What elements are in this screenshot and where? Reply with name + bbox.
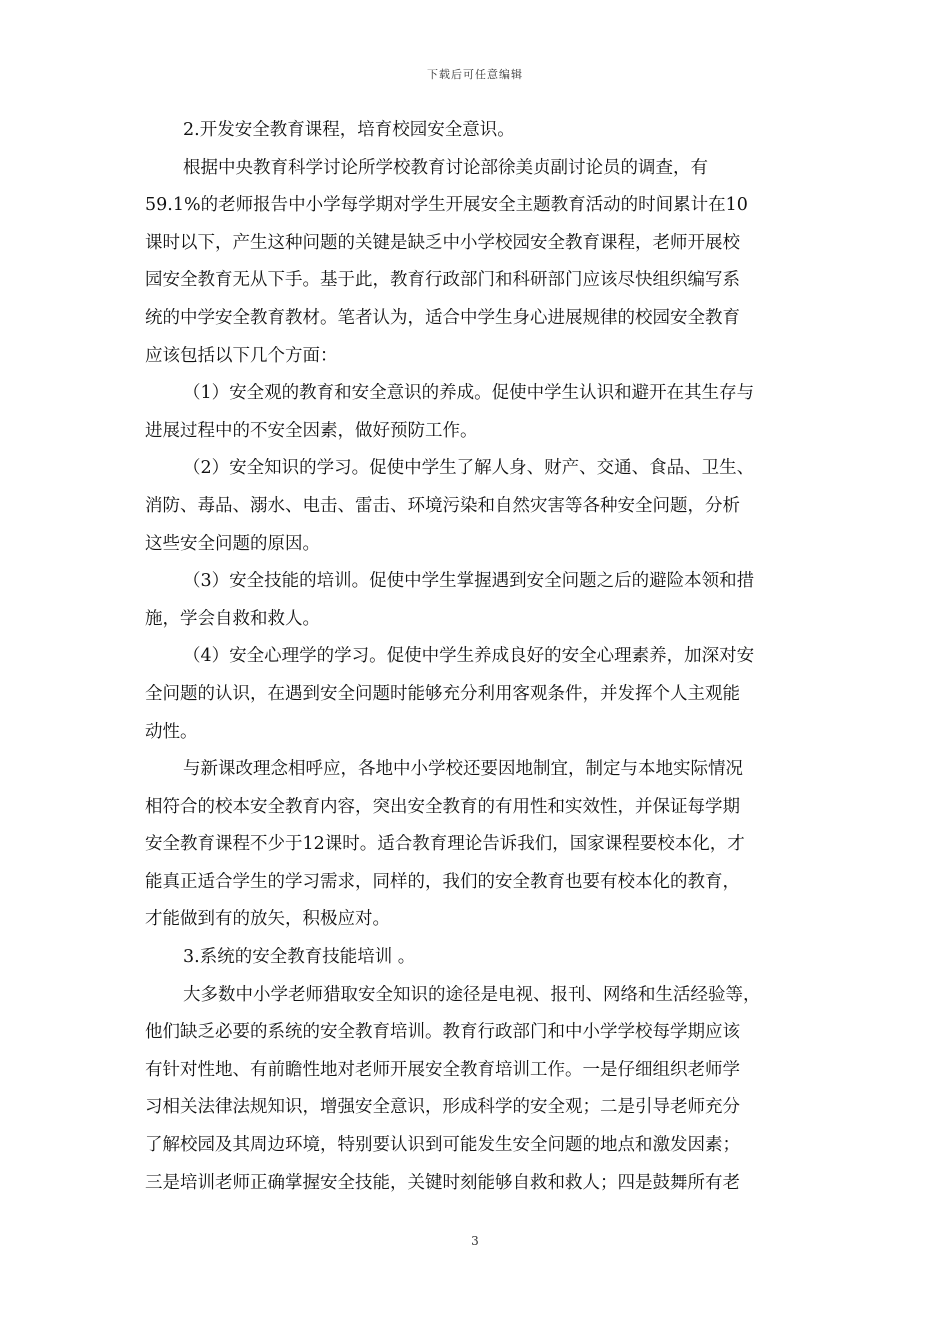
text-line: 了解校园及其周边环境，特别要认识到可能发生安全问题的地点和激发因素； — [145, 1135, 740, 1156]
text-line: 动性。 — [145, 721, 198, 742]
text-line: 施，学会自救和救人。 — [145, 608, 320, 629]
text-line: 有针对性地、有前瞻性地对老师开展安全教育培训工作。一是仔细组织老师学 — [145, 1059, 740, 1080]
text-line: 这些安全问题的原因。 — [145, 533, 320, 554]
text-line: 消防、毒品、溺水、电击、雷击、环境污染和自然灾害等各种安全问题，分析 — [145, 495, 740, 516]
list-item-3: （3）安全技能的培训。促使中学生掌握遇到安全问题之后的避险本领和措 — [183, 571, 755, 592]
section-heading-3: 3.系统的安全教育技能培训 。 — [183, 947, 416, 968]
text-line: 大多数中小学老师猎取安全知识的途径是电视、报刊、网络和生活经验等， — [183, 984, 761, 1005]
text-line: 相符合的校本安全教育内容，突出安全教育的有用性和实效性，并保证每学期 — [145, 796, 740, 817]
list-item-1: （1）安全观的教育和安全意识的养成。促使中学生认识和避开在其生存与 — [183, 383, 755, 404]
page-number: 3 — [471, 1234, 479, 1248]
text-line: 统的中学安全教育教材。笔者认为，适合中学生身心进展规律的校园安全教育 — [145, 307, 740, 328]
text-line: 根据中央教育科学讨论所学校教育讨论部徐美贞副讨论员的调查，有 — [183, 157, 708, 178]
text-line: 安全教育课程不少于12课时。适合教育理论告诉我们，国家课程要校本化，才 — [145, 834, 745, 855]
text-line: 他们缺乏必要的系统的安全教育培训。教育行政部门和中小学学校每学期应该 — [145, 1022, 740, 1043]
text-line: 园安全教育无从下手。基于此，教育行政部门和科研部门应该尽快组织编写系 — [145, 270, 740, 291]
page-header: 下载后可任意编辑 — [427, 68, 523, 81]
text-line: 应该包括以下几个方面： — [145, 345, 338, 366]
text-line: 才能做到有的放矢，积极应对。 — [145, 909, 390, 930]
text-line: 进展过程中的不安全因素，做好预防工作。 — [145, 420, 478, 441]
text-line: 能真正适合学生的学习需求，同样的，我们的安全教育也要有校本化的教育， — [145, 871, 740, 892]
list-item-4: （4）安全心理学的学习。促使中学生养成良好的安全心理素养，加深对安 — [183, 646, 755, 667]
text-line: 习相关法律法规知识，增强安全意识，形成科学的安全观；二是引导老师充分 — [145, 1097, 740, 1118]
text-line: 全问题的认识，在遇到安全问题时能够充分利用客观条件，并发挥个人主观能 — [145, 683, 740, 704]
text-line: 课时以下，产生这种问题的关键是缺乏中小学校园安全教育课程，老师开展校 — [145, 232, 740, 253]
document-body — [145, 112, 805, 1202]
section-heading-2: 2.开发安全教育课程，培育校园安全意识。 — [183, 120, 515, 140]
text-line: 59.1%的老师报告中小学每学期对学生开展安全主题教育活动的时间累计在10 — [145, 195, 748, 216]
list-item-2: （2）安全知识的学习。促使中学生了解人身、财产、交通、食品、卫生、 — [183, 458, 755, 479]
text-line: 与新课改理念相呼应，各地中小学校还要因地制宜，制定与本地实际情况 — [183, 759, 743, 780]
text-line: 三是培训老师正确掌握安全技能，关键时刻能够自救和救人；四是鼓舞所有老 — [145, 1172, 740, 1193]
